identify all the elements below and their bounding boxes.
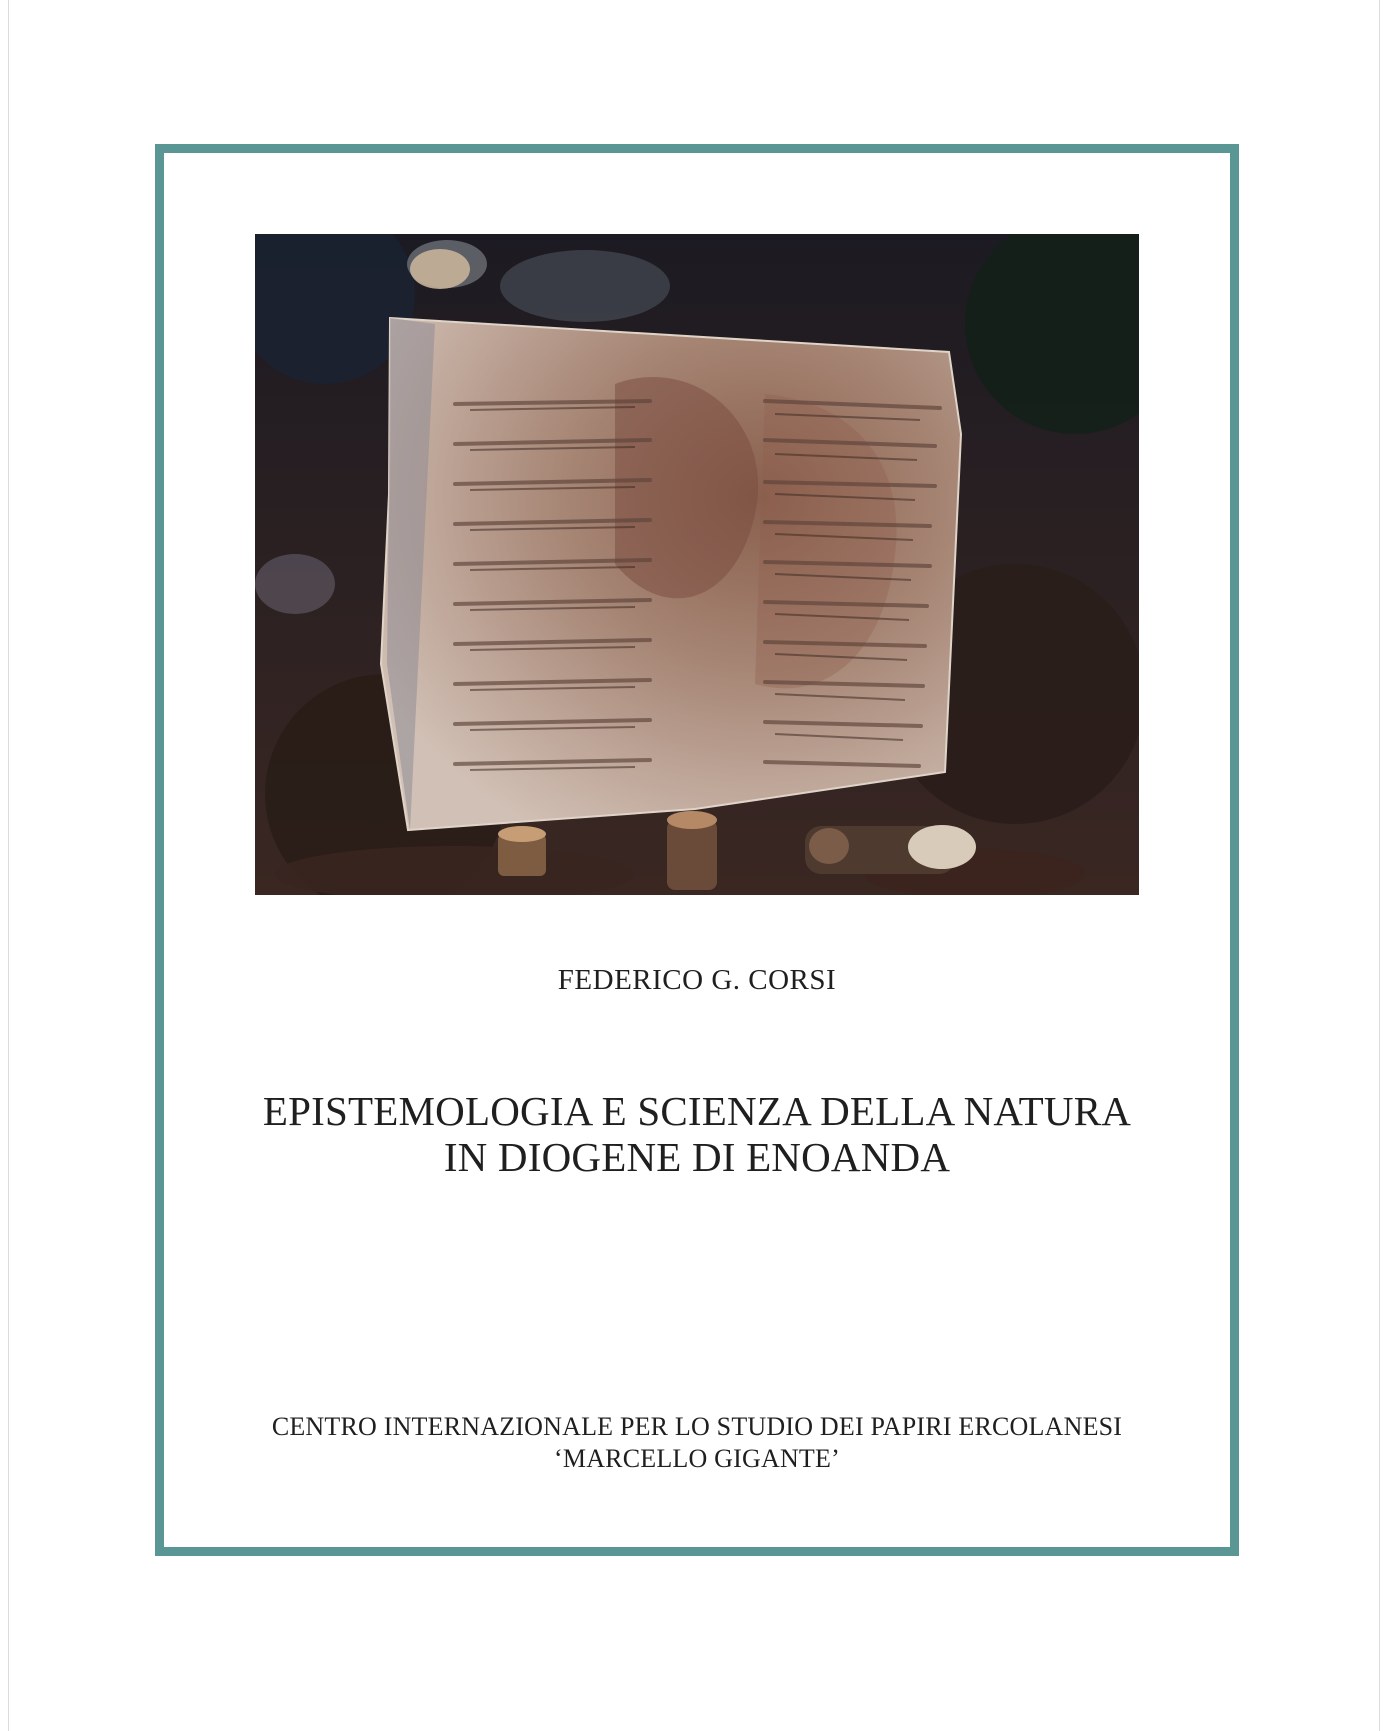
title-line-2: IN DIOGENE DI ENOANDA [443, 1134, 951, 1180]
publisher-line-2: ‘MARCELLO GIGANTE’ [554, 1444, 840, 1473]
author-name: FEDERICO G. CORSI [557, 964, 837, 996]
title-line-1: EPISTEMOLOGIA E SCIENZA DELLA NATURA [262, 1088, 1132, 1134]
publisher-line-1: CENTRO INTERNAZIONALE PER LO STUDIO DEI PAPIRI ERCOLANESI [271, 1412, 1123, 1441]
publisher [155, 1411, 1239, 1475]
book-title [155, 1088, 1239, 1180]
cover-photo [255, 234, 1139, 895]
inscription-stone-image [255, 234, 1139, 895]
